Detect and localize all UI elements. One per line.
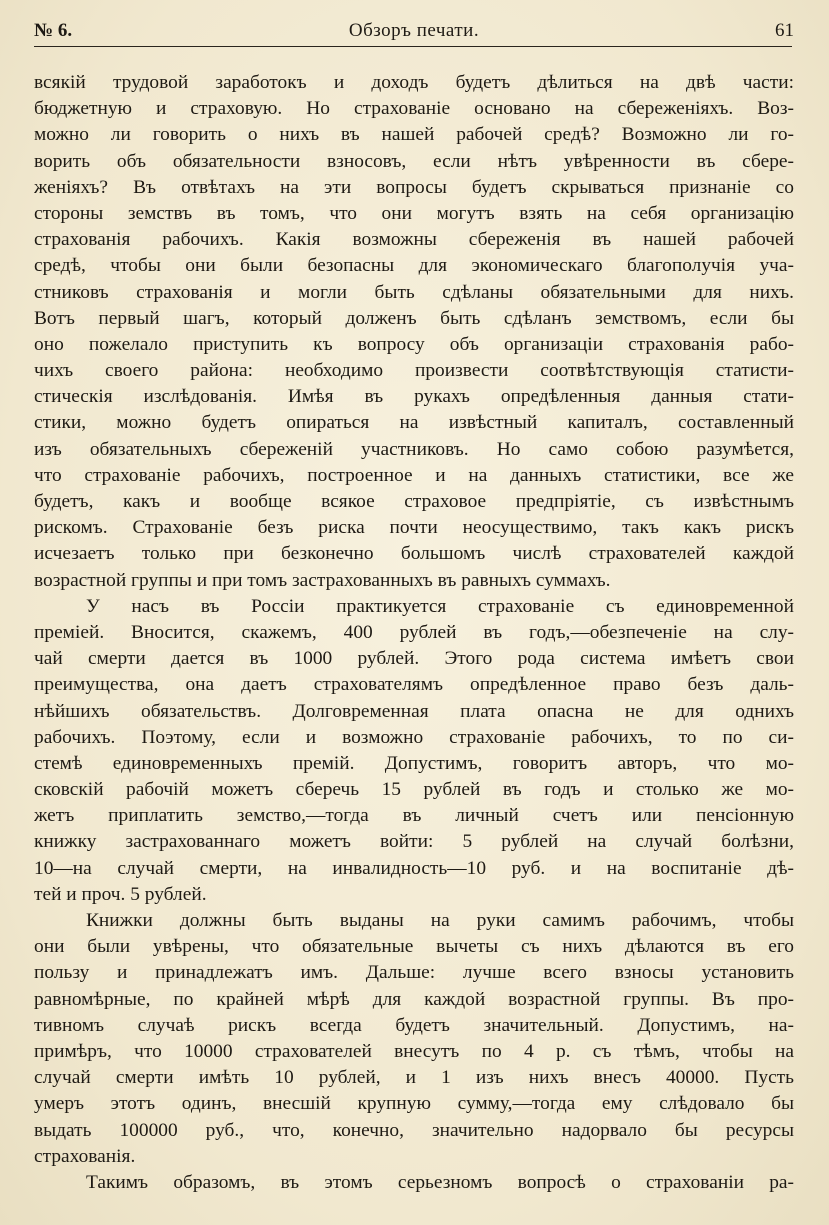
text-line: тей и проч. 5 рублей. — [34, 883, 207, 905]
section-title: Обзоръ печати. — [348, 20, 480, 41]
text-line: стороны земствъ въ томъ, что они могутъ взять на себя организацію — [34, 202, 794, 224]
text-line: можно ли говорить о нихъ въ нашей рабочей средѣ? Возможно ли го- — [34, 124, 794, 146]
text-line: жетъ приплатить земство,—тогда въ личный счетъ или пенсіонную — [34, 805, 794, 827]
text-line: умеръ этотъ одинъ, внесшій крупную сумму,—тогда ему слѣдовало бы — [34, 1093, 794, 1115]
text-line: страхованія. — [34, 1145, 136, 1167]
text-line: Вотъ первый шагъ, который долженъ быть сдѣланъ земствомъ, если бы — [34, 307, 794, 329]
text-line: возрастной группы и при томъ застрахованныхъ въ равныхъ суммахъ. — [34, 569, 611, 591]
text-line: всякій трудовой заработокъ и доходъ будетъ дѣлиться на двѣ части: — [34, 72, 794, 93]
text-line: У насъ въ Россіи практикуется страхованіе съ единовременной — [86, 595, 794, 617]
text-line: сковскій рабочій можетъ сберечь 15 рублей въ годъ и столько же мо- — [34, 779, 794, 801]
body-text — [34, 70, 794, 1196]
header-rule — [34, 46, 792, 47]
text-line: нѣйшихъ обязательствъ. Долговременная плата опасна не для однихъ — [34, 700, 794, 722]
text-line: рискомъ. Страхованіе безъ риска почти неосуществимо, такъ какъ рискъ — [34, 517, 794, 539]
text-line: выдать 100000 руб., что, конечно, значительно надорвало бы ресурсы — [34, 1119, 794, 1141]
text-line: Книжки должны быть выданы на руки самимъ рабочимъ, чтобы — [86, 910, 794, 931]
text-line: страхованія рабочихъ. Какія возможны сбереженія въ нашей рабочей — [34, 229, 794, 251]
text-line: средѣ, чтобы они были безопасны для экономическаго благополучія уча- — [34, 255, 794, 277]
text-line: книжку застрахованнаго можетъ войти: 5 рублей на случай болѣзни, — [34, 831, 794, 853]
text-line: пользу и принадлежатъ имъ. Дальше: лучше всего взносы установить — [34, 962, 794, 984]
text-line: рабочихъ. Поэтому, если и возможно страхованіе рабочихъ, то по си- — [34, 726, 794, 748]
text-line: женіяхъ? Въ отвѣтахъ на эти вопросы будетъ скрываться признаніе со — [34, 176, 794, 198]
text-line: бюджетную и страховую. Но страхованіе основано на сбереженіяхъ. Воз- — [34, 98, 794, 120]
text-line: оно пожелало приступить къ вопросу объ организаціи страхованія рабо- — [34, 333, 794, 355]
text-line: Такимъ образомъ, въ этомъ серьезномъ вопросѣ о страхованіи ра- — [86, 1171, 794, 1193]
text-line: случай смерти имѣть 10 рублей, и 1 изъ нихъ внесъ 40000. Пусть — [34, 1067, 794, 1089]
text-line: преміей. Вносится, скажемъ, 400 рублей въ годъ,—обезпеченіе на слу- — [34, 621, 794, 643]
text-line: 10—на случай смерти, на инвалидность—10 руб. и на воспитаніе дѣ- — [34, 857, 794, 879]
text-line: чай смерти дается въ 1000 рублей. Этого рода система имѣетъ свои — [34, 648, 794, 670]
text-line: преимущества, она даетъ страхователямъ опредѣленное право безъ даль- — [34, 674, 794, 696]
running-header — [34, 18, 794, 48]
text-line: равномѣрные, по крайней мѣрѣ для каждой возрастной группы. Въ про- — [34, 988, 794, 1010]
text-line: ворить объ обязательности взносовъ, если нѣтъ увѣренности въ сбере- — [34, 150, 794, 172]
text-line: исчезаетъ только при безконечно большомъ числѣ страхователей каждой — [34, 543, 794, 565]
text-line: стемѣ единовременныхъ премій. Допустимъ, говоритъ авторъ, что мо- — [34, 752, 794, 774]
text-line: они были увѣрены, что обязательные вычеты съ нихъ дѣлаются въ его — [34, 936, 794, 958]
text-line: будетъ, какъ и вообще всякое страховое предпріятіе, съ извѣстнымъ — [34, 491, 794, 512]
text-line: примѣръ, что 10000 страхователей внесутъ по 4 р. съ тѣмъ, чтобы на — [34, 1040, 794, 1062]
text-line: что страхованіе рабочихъ, построенное и на данныхъ статистики, все же — [34, 464, 794, 486]
text-line: чихъ своего района: необходимо произвести соотвѣтствующія статисти- — [34, 360, 794, 382]
text-line: стики, можно будетъ опираться на извѣстный капиталъ, составленный — [34, 412, 794, 434]
text-line: стическія изслѣдованія. Имѣя въ рукахъ опредѣленныя данныя стати- — [34, 386, 794, 408]
page-number: 61 — [775, 20, 794, 41]
text-line: тивномъ случаѣ рискъ всегда будетъ значительный. Допустимъ, на- — [34, 1014, 794, 1036]
text-line: стниковъ страхованія и могли быть сдѣланы обязательными для нихъ. — [34, 281, 794, 303]
issue-number: № 6. — [34, 20, 73, 41]
text-line: изъ обязательныхъ сбереженій участниковъ. Но само собою разумѣется, — [34, 438, 794, 460]
